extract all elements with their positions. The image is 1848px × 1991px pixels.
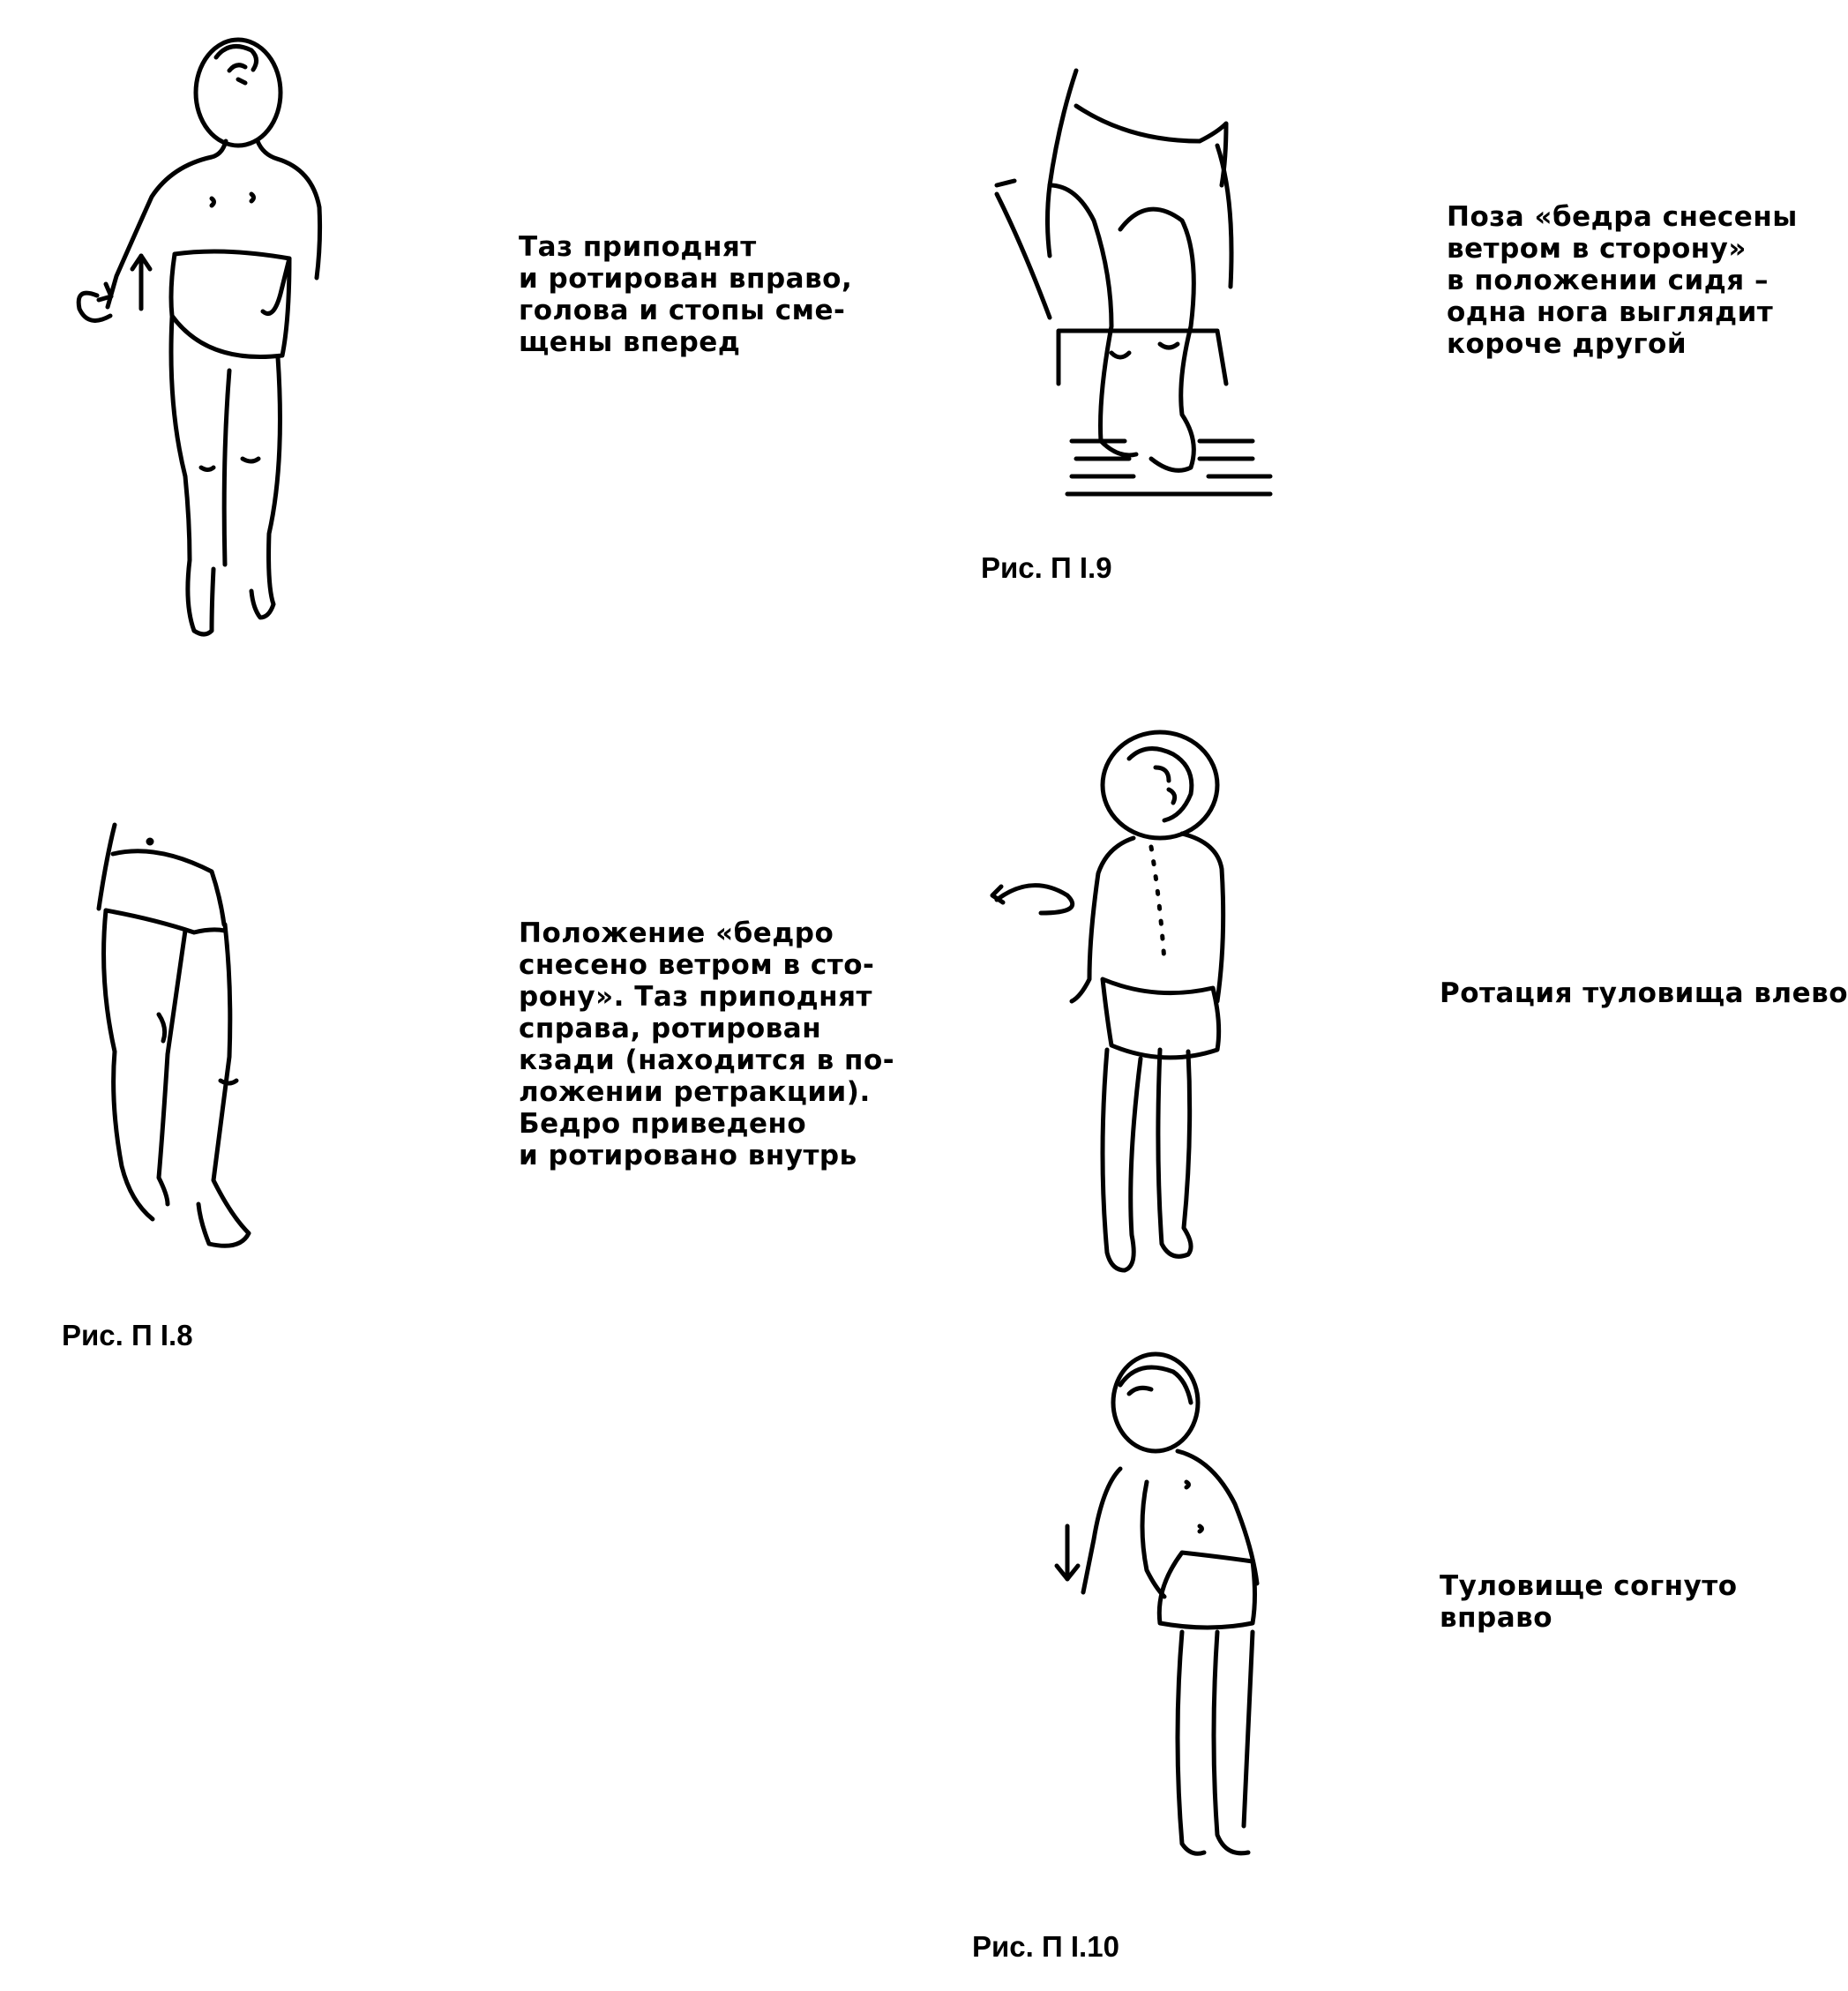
drawing-child-front-pelvis-raised: [53, 18, 353, 653]
drawing-child-back-trunk-rotation: [979, 723, 1261, 1288]
caption-trunk-rotation: Ротация туловища влево: [1440, 977, 1848, 1009]
figure-label-9: Рис. П I.9: [981, 551, 1112, 584]
caption-seated-windswept: Поза «бедра снесены ветром в сторону» в положении сидя – одна нога выглядит короче другой: [1447, 201, 1798, 360]
drawing-child-trunk-bent: [1041, 1350, 1306, 1879]
up-arrow-icon: [132, 256, 150, 309]
down-arrow-icon: [1057, 1526, 1078, 1579]
rotate-arrow-icon: [992, 886, 1073, 913]
figure-label-10: Рис. П I.10: [972, 1930, 1119, 1963]
caption-trunk-bent: Туловище согнуто вправо: [1440, 1570, 1738, 1634]
caption-windswept-hip: Положение «бедро снесено ветром в сто- рону». Таз приподнят справа, ротирован кзади (находится в по- ложении ретракции). Бедро приведено и ротировано внутрь: [519, 917, 895, 1171]
figure-label-8: Рис. П I.8: [62, 1319, 193, 1351]
drawing-legs-windswept-hip: [88, 812, 282, 1279]
drawing-seated-legs: [979, 44, 1297, 520]
caption-pelvis-raised: Таз приподнят и ротирован вправо, голова и стопы сме- щены вперед: [519, 231, 853, 358]
rotate-arrow-icon: [79, 284, 111, 320]
